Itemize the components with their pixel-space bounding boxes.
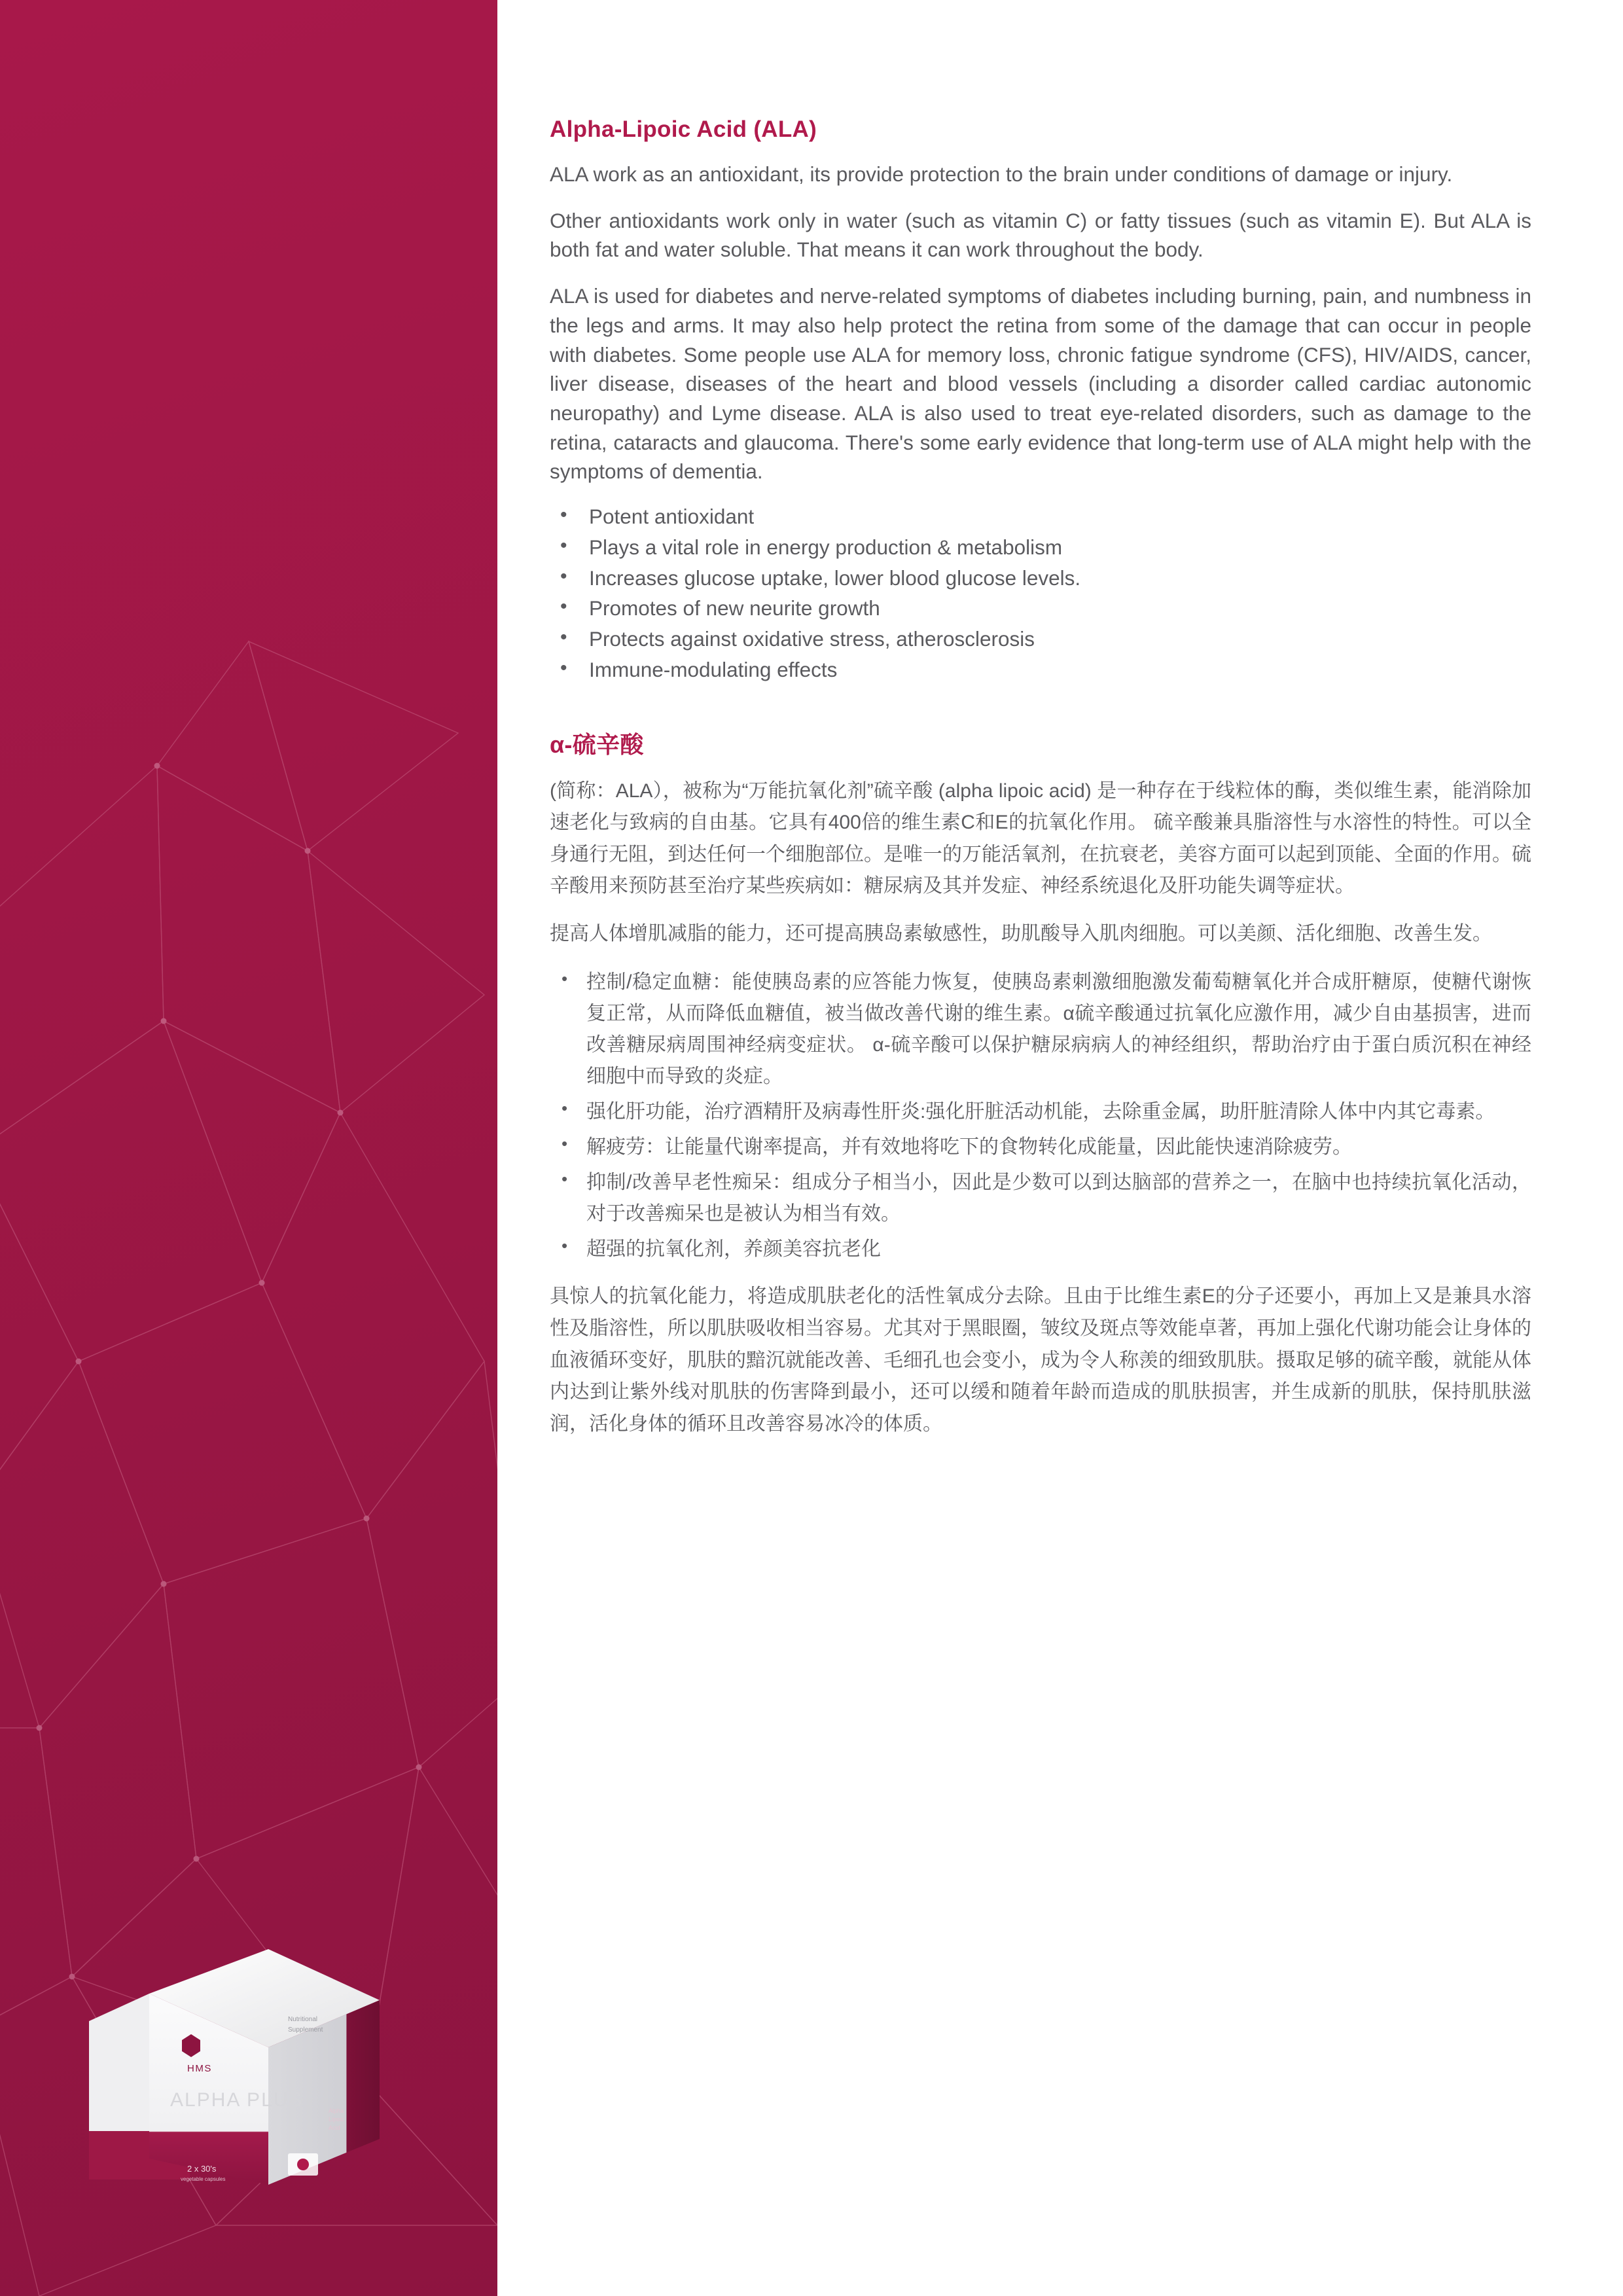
list-item: • 抑制/改善早老性痴呆：组成分子相当小，因此是少数可以到达脑部的营养之一，在脑中也持续抗氧化活动，对于改善痴呆也是被认为相当有效。 xyxy=(550,1167,1531,1230)
paragraph-cn-2: 提高人体增肌减脂的能力，还可提高胰岛素敏感性，助肌酸导入肌肉细胞。可以美颜、活化细胞、改善生发。 xyxy=(550,922,1492,944)
svg-text:ALPHA PLUS: ALPHA PLUS xyxy=(170,2089,304,2111)
list-item: • Protects against oxidative stress, atherosclerosis xyxy=(550,624,1531,654)
paragraph-en-3: ALA is used for diabetes and nerve-related symptoms of diabetes including burning, pain, and numbness in the legs and arms. It may also help protect the retina from some of the damage that can occur in people with diabetes. Some people use ALA for memory loss, chronic fatigue syndrome (CFS), HIV/AIDS, cancer, liver disease, diseases of the heart and blood vessels (including a disorder called cardiac autonomic neuropathy) and Lyme disease. ALA is also used to treat eye-related disorders, such as damage to the retina, cataracts and glaucoma. There's some early evidence that long-term use of ALA might help with the symptoms of dementia. xyxy=(550,284,1531,484)
benefits-list-english xyxy=(550,502,1531,684)
list-item: • Plays a vital role in energy production & metabolism xyxy=(550,533,1531,562)
paragraph-cn-3: 具惊人的抗氧化能力，将造成肌肤老化的活性氧成分去除。且由于比维生素E的分子还要小，再加上又是兼具水溶性及脂溶性，所以肌肤吸收相当容易。尤其对于黑眼圈，皱纹及斑点等效能卓著，再加上强化代谢功能会让身体的血液循环变好，肌肤的黯沉就能改善、毛细孔也会变小，成为令人称羡的细致肌肤。摄取足够的硫辛酸，就能从体内达到让紫外线对肌肤的伤害降到最小，还可以缓和随着年龄而造成的肌肤损害，并生成新的肌肤，保持肌肤滋润，活化身体的循环且改善容易冰冷的体质。 xyxy=(550,1285,1531,1435)
list-item: • Increases glucose uptake, lower blood glucose levels. xyxy=(550,564,1531,593)
paragraph-cn-1: (简称：ALA），被称为“万能抗氧化剂”硫辛酸 (alpha lipoic acid) 是一种存在于线粒体的酶，类似维生素，能消除加速老化与致病的自由基。它具有400倍的维生素C和E的抗氧化作用。 硫辛酸兼具脂溶性与水溶性的特性。可以全身通行无阻，到达任何一个细胞部位。是唯一的万能活氧剂，在抗衰老，美容方面可以起到顶能、全面的作用。硫辛酸用来预防甚至治疗某些疾病如：糖尿病及其并发症、神经系统退化及肝功能失调等症状。 xyxy=(550,780,1531,897)
svg-text:vegetable capsules: vegetable capsules xyxy=(181,2176,226,2182)
list-item: • 强化肝功能，治疗酒精肝及病毒性肝炎:强化肝脏活动机能，去除重金属，助肝脏清除人体中内其它毒素。 xyxy=(550,1096,1531,1128)
list-item: • 超强的抗氧化剂，养颜美容抗老化 xyxy=(550,1234,1531,1265)
list-item: • Immune-modulating effects xyxy=(550,655,1531,685)
product-box-image xyxy=(72,1923,438,2198)
svg-text:2 x 30's: 2 x 30's xyxy=(187,2164,217,2174)
benefits-list-chinese xyxy=(550,967,1531,1265)
svg-text:Lipoic: Lipoic xyxy=(329,2116,344,2123)
list-item: • Potent antioxidant xyxy=(550,502,1531,531)
svg-text:HMS: HMS xyxy=(187,2063,212,2074)
left-decorative-panel xyxy=(0,0,497,2296)
paragraph-en-1: ALA work as an antioxidant, its provide protection to the brain under conditions of damage or injury. xyxy=(550,162,1453,186)
page-title-english: Alpha-Lipoic Acid (ALA) xyxy=(550,117,817,142)
list-item: • Promotes of new neurite growth xyxy=(550,594,1531,623)
list-item: • 控制/稳定血糖：能使胰岛素的应答能力恢复，使胰岛素刺激细胞激发葡萄糖氧化并合成肝糖原，使糖代谢恢复正常，从而降低血糖值，被当做改善代谢的维生素。α硫辛酸通过抗氧化应激作用，减少自由基损害，进而改善糖尿病周围神经病变症状。 α-硫辛酸可以保护糖尿病病人的神经组织，帮助治疗由于蛋白质沉积在神经细胞中而导致的炎症。 xyxy=(550,967,1531,1092)
svg-text:Acid: Acid xyxy=(329,2125,340,2131)
paragraph-en-2: Other antioxidants work only in water (such as vitamin C) or fatty tissues (such as vitamin E). But ALA is both fat and water soluble. That means it can work throughout the body. xyxy=(550,208,1531,262)
svg-text:Supplement: Supplement xyxy=(288,2026,323,2034)
svg-text:Nutritional: Nutritional xyxy=(288,2016,318,2023)
list-item: • 解疲劳：让能量代谢率提高，并有效地将吃下的食物转化成能量，因此能快速消除疲劳。 xyxy=(550,1132,1531,1163)
article-content xyxy=(550,0,1531,2296)
page-title-chinese: α-硫辛酸 xyxy=(550,730,644,758)
svg-text:Alpha: Alpha xyxy=(329,2108,344,2114)
